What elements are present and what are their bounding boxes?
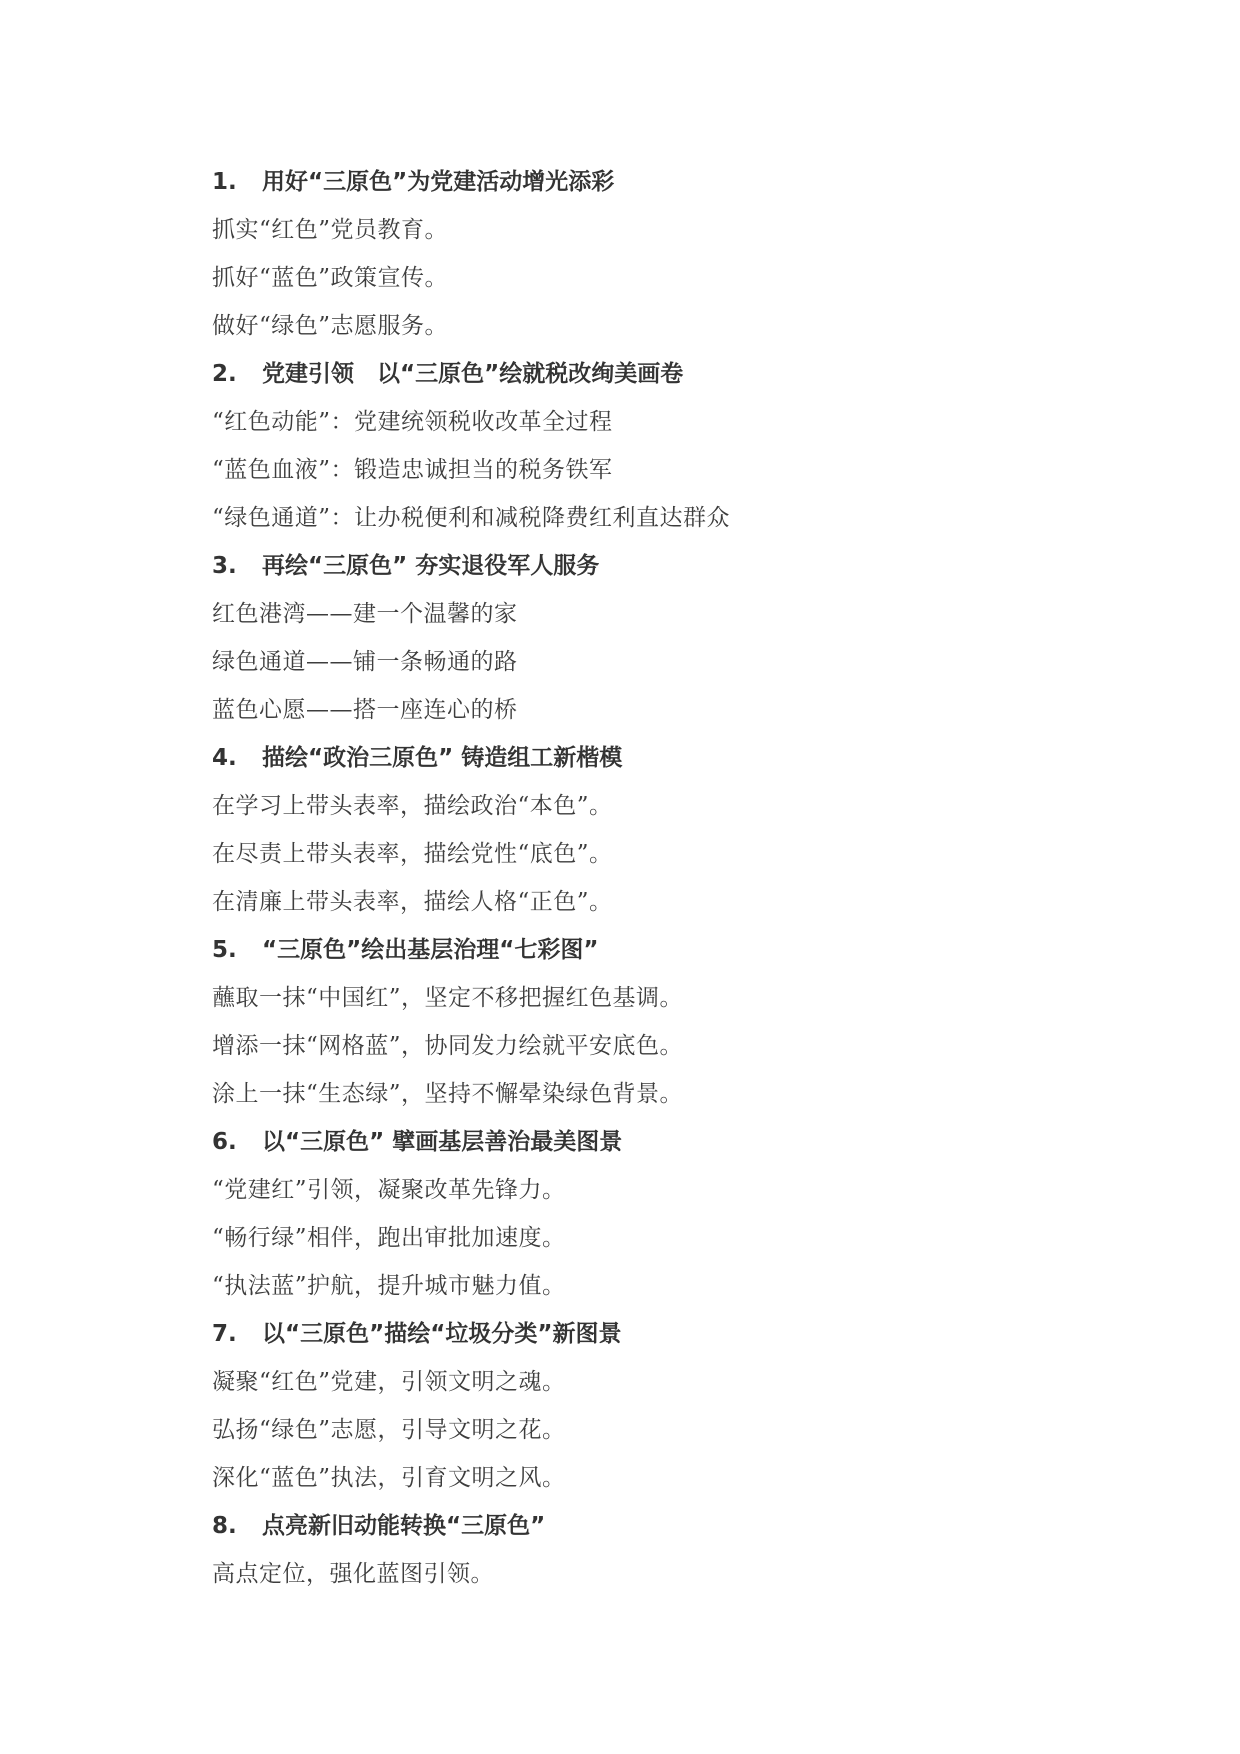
section-number: 3. <box>212 553 237 579</box>
section-line: 在学习上带头表率，描绘政治“本色”。 <box>212 793 613 819</box>
section-title: 描绘“政治三原色” 铸造组工新楷模 <box>262 745 623 771</box>
section-line: 在清廉上带头表率，描绘人格“正色”。 <box>212 889 613 915</box>
section-line: 深化“蓝色”执法，引育文明之风。 <box>212 1465 566 1491</box>
section-number: 1. <box>212 169 237 195</box>
section-3 <box>212 542 1172 734</box>
section-line: “畅行绿”相伴，跑出审批加速度。 <box>212 1225 566 1251</box>
section-heading <box>212 1118 1172 1166</box>
section-number: 2. <box>212 361 237 387</box>
section-4 <box>212 734 1172 926</box>
section-title: 党建引领 以“三原色”绘就税改绚美画卷 <box>262 361 684 387</box>
section-heading <box>212 350 1172 398</box>
section-line: 蓝色心愿——搭一座连心的桥 <box>212 697 518 723</box>
section-line: “红色动能”：党建统领税收改革全过程 <box>212 409 613 435</box>
section-title: “三原色”绘出基层治理“七彩图” <box>262 937 599 963</box>
section-line: 抓好“蓝色”政策宣传。 <box>212 265 449 291</box>
section-line: 凝聚“红色”党建，引领文明之魂。 <box>212 1369 566 1395</box>
section-2 <box>212 350 1172 542</box>
section-1 <box>212 158 1172 350</box>
section-heading <box>212 542 1172 590</box>
document-page <box>212 158 1172 1598</box>
section-heading <box>212 734 1172 782</box>
section-title: 再绘“三原色” 夯实退役军人服务 <box>262 553 600 579</box>
section-line: “绿色通道”：让办税便利和减税降费红利直达群众 <box>212 505 731 531</box>
section-line: 高点定位，强化蓝图引领。 <box>212 1561 494 1587</box>
section-5 <box>212 926 1172 1118</box>
section-7 <box>212 1310 1172 1502</box>
section-heading <box>212 158 1172 206</box>
section-8 <box>212 1502 1172 1598</box>
section-heading <box>212 1310 1172 1358</box>
section-line: 红色港湾——建一个温馨的家 <box>212 601 518 627</box>
section-line: 蘸取一抹“中国红”，坚定不移把握红色基调。 <box>212 985 684 1011</box>
section-line: 在尽责上带头表率，描绘党性“底色”。 <box>212 841 613 867</box>
section-title: 以“三原色”描绘“垃圾分类”新图景 <box>262 1321 622 1347</box>
section-line: “蓝色血液”：锻造忠诚担当的税务铁军 <box>212 457 613 483</box>
section-number: 7. <box>212 1321 237 1347</box>
section-line: 涂上一抹“生态绿”，坚持不懈晕染绿色背景。 <box>212 1081 684 1107</box>
section-title: 以“三原色” 擘画基层善治最美图景 <box>262 1129 623 1155</box>
section-number: 4. <box>212 745 237 771</box>
section-number: 5. <box>212 937 237 963</box>
section-line: 做好“绿色”志愿服务。 <box>212 313 449 339</box>
section-line: 弘扬“绿色”志愿，引导文明之花。 <box>212 1417 566 1443</box>
section-line: “执法蓝”护航，提升城市魅力值。 <box>212 1273 566 1299</box>
section-number: 6. <box>212 1129 237 1155</box>
section-title: 点亮新旧动能转换“三原色” <box>262 1513 546 1539</box>
section-line: 增添一抹“网格蓝”，协同发力绘就平安底色。 <box>212 1033 684 1059</box>
section-line: 绿色通道——铺一条畅通的路 <box>212 649 518 675</box>
section-number: 8. <box>212 1513 237 1539</box>
section-heading <box>212 926 1172 974</box>
section-heading <box>212 1502 1172 1550</box>
section-line: “党建红”引领，凝聚改革先锋力。 <box>212 1177 566 1203</box>
section-6 <box>212 1118 1172 1310</box>
section-line: 抓实“红色”党员教育。 <box>212 217 449 243</box>
section-title: 用好“三原色”为党建活动增光添彩 <box>262 169 615 195</box>
